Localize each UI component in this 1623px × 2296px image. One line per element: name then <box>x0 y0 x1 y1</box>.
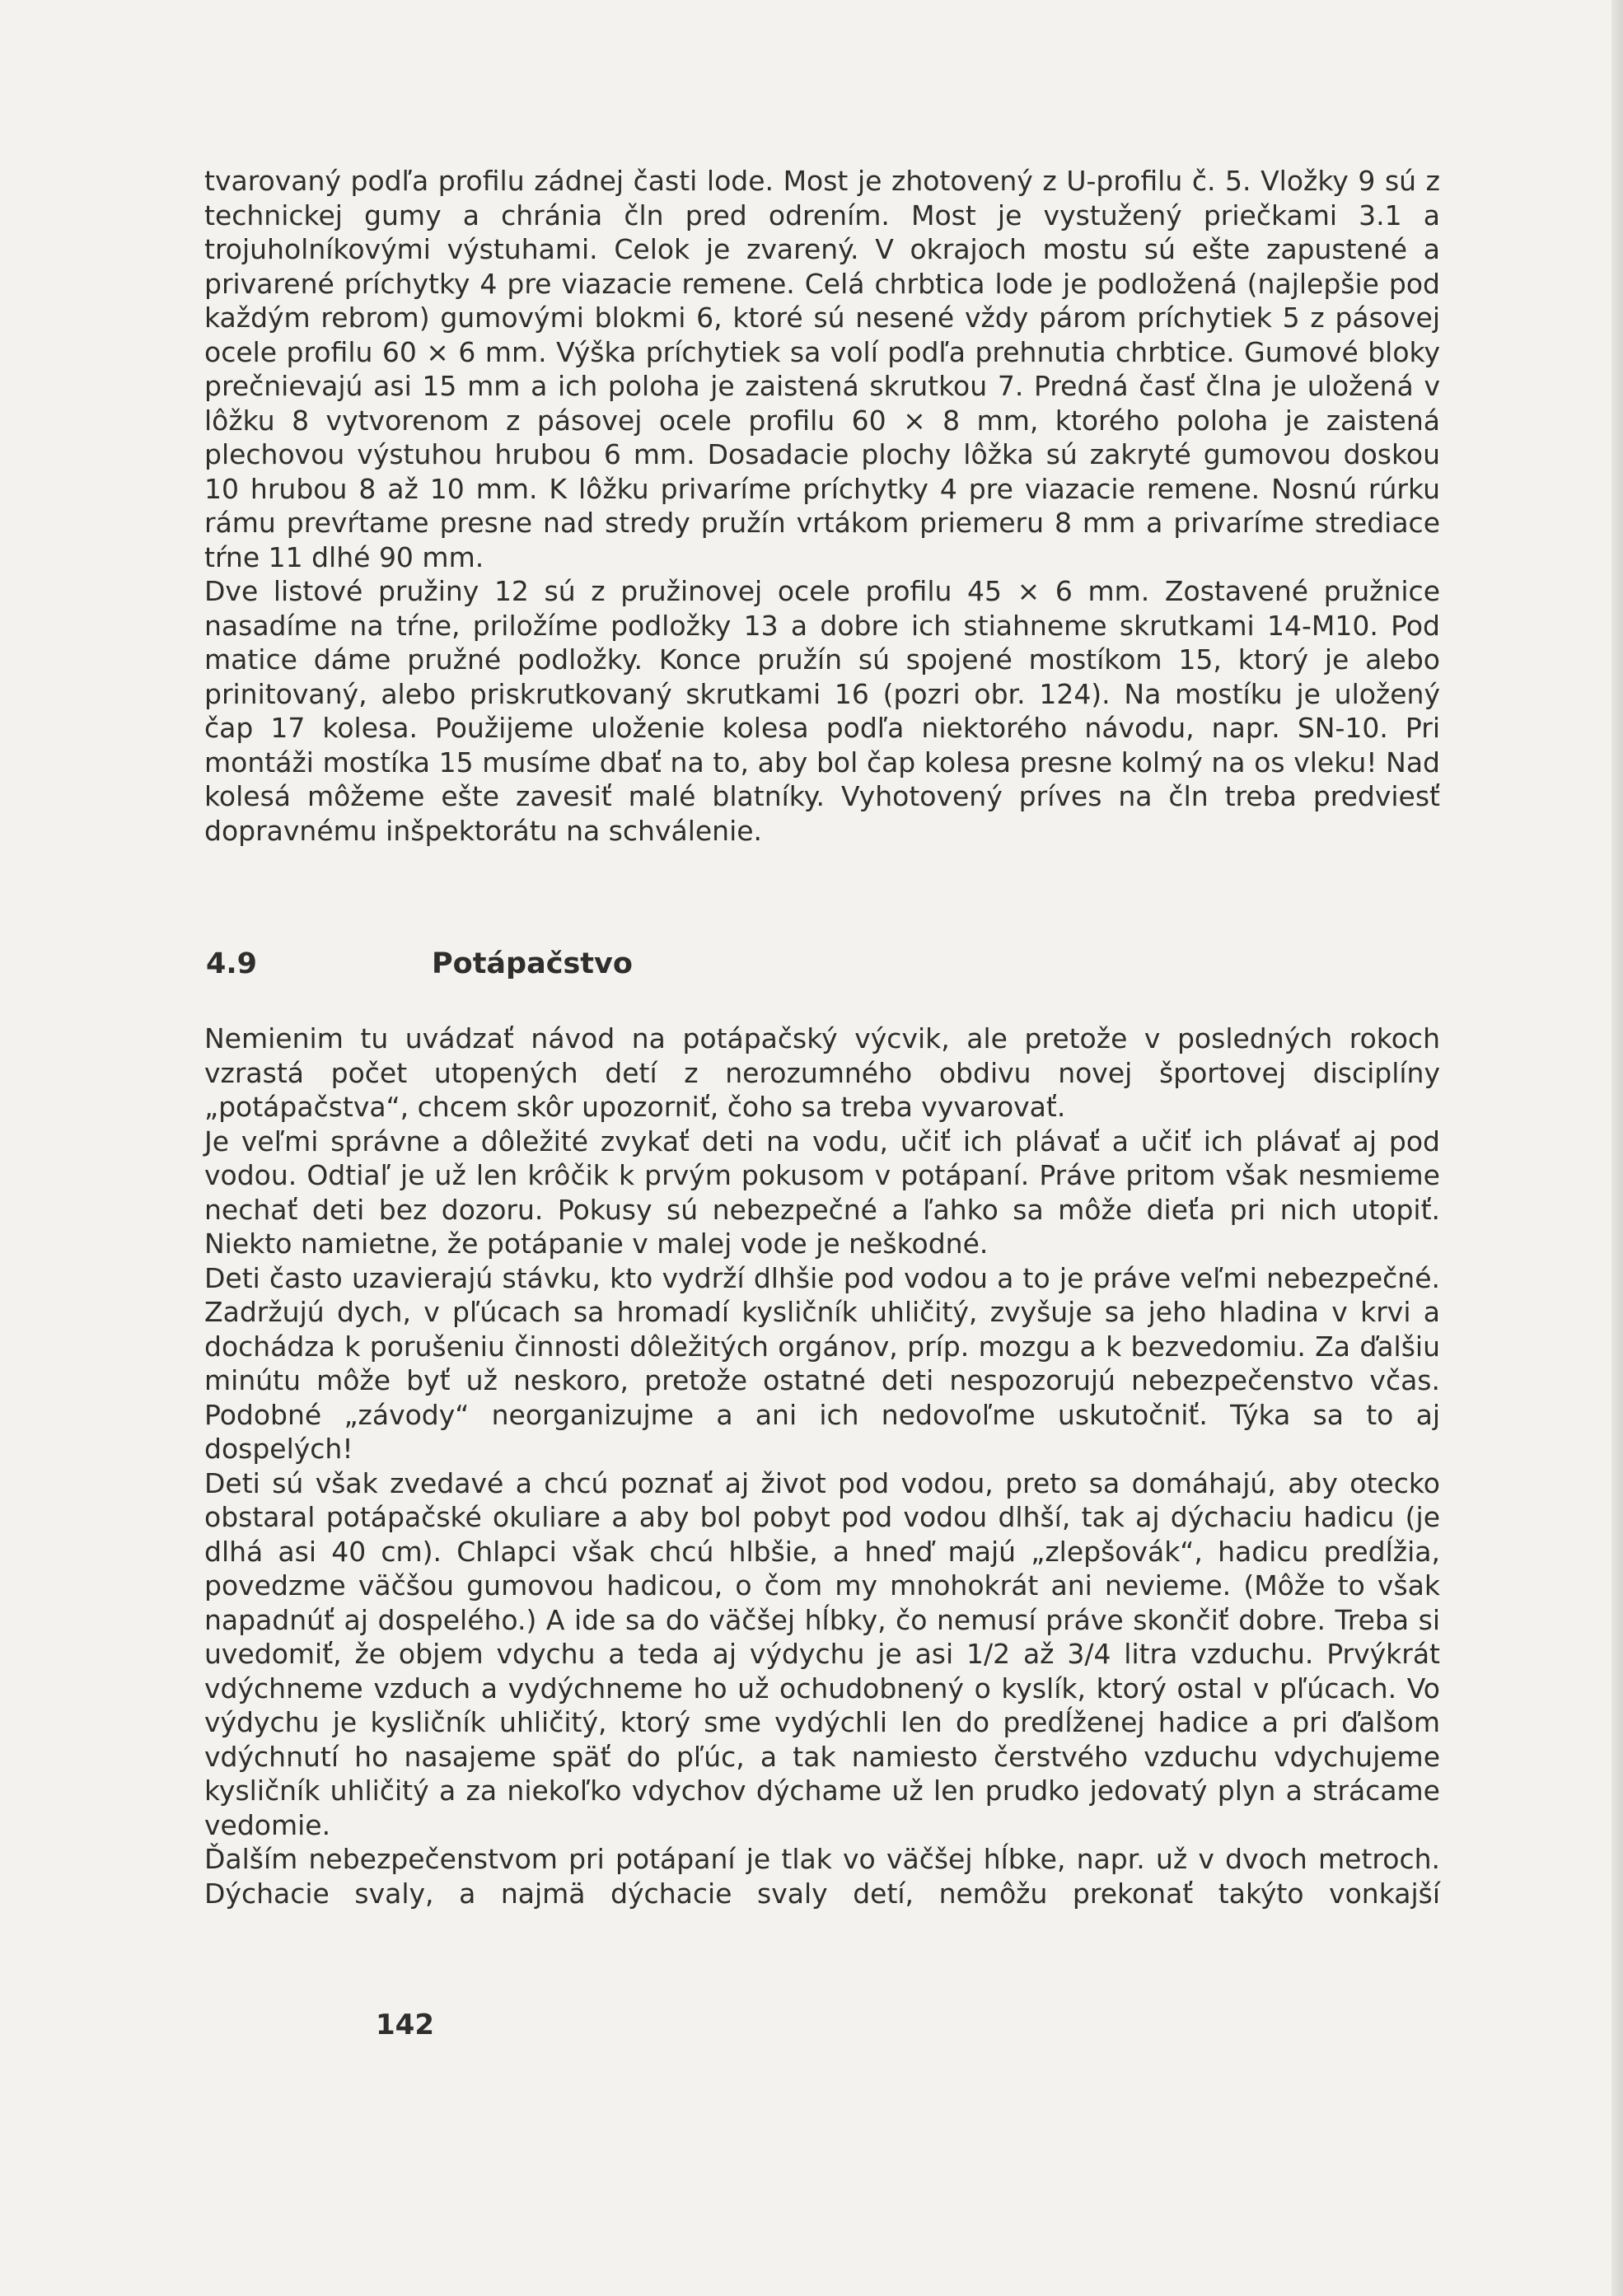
paragraph: Deti sú však zvedavé a chcú poznať aj život pod vodou, preto sa domáhajú, aby otecko obstaral potápačské okuliare a aby bol pobyt pod vodou dlhší, tak aj dýchaciu hadicu (je dlhá asi 40 cm). Chlapci však chcú hlbšie, a hneď majú „zlepšovák“, hadicu predĺžia, povedzme väčšou gumovou hadicou, o čom my mnohokrát ani nevieme. (Môže to však napadnúť aj dospelého.) A ide sa do väčšej hĺbky, čo nemusí práve skončiť dobre. Treba si uvedomiť, že objem vdychu a teda aj výdychu je asi 1/2 až 3/4 litra vzduchu. Prvýkrát vdýchneme vzduch a vydýchneme ho už ochudobnený o kyslík, ktorý ostal v pľúcach. Vo výdychu je kysličník uhličitý, ktorý sme vydýchli len do predĺženej hadice a pri ďalšom vdýchnutí ho nasajeme späť do pľúc, a tak namiesto čerstvého vzduchu vdychujeme kysličník uhličitý a za niekoľko vdychov dýchame už len prudko jedovatý plyn a strácame vedomie. <box>204 1466 1440 1841</box>
top-text-block <box>204 164 1440 848</box>
page-edge <box>1611 0 1623 2296</box>
paragraph: tvarovaný podľa profilu zádnej časti lode. Most je zhotovený z U-profilu č. 5. Vložky 9 sú z technickej gumy a chránia čln pred odrením. Most je vystužený priečkami 3.1 a trojuholníkovými výstuhami. Celok je zvarený. V okrajoch mostu sú ešte zapustené a privarené príchytky 4 pre viazacie remene. Celá chrbtica lode je podložená (najlepšie pod každým rebrom) gumovými blokmi 6, ktoré sú nesené vždy párom príchytiek 5 z pásovej ocele profilu 60 × 6 mm. Výška príchytiek sa volí podľa prehnutia chrbtice. Gumové bloky prečnievajú asi 15 mm a ich poloha je zaistená skrutkou 7. Predná časť člna je uložená v lôžku 8 vytvorenom z pásovej ocele profilu 60 × 8 mm, ktorého poloha je zaistená plechovou výstuhou hrubou 6 mm. Dosadacie plochy lôžka sú zakryté gumovou doskou 10 hrubou 8 až 10 mm. K lôžku privaríme príchytky 4 pre viazacie remene. Nosnú rúrku rámu prevŕtame presne nad stredy pružín vrtákom priemeru 8 mm a privaríme strediace tŕne 11 dlhé 90 mm. <box>204 165 1440 573</box>
paragraph: Deti často uzavierajú stávku, kto vydrží dlhšie pod vodou a to je práve veľmi nebezpečné. Zadržujú dych, v pľúcach sa hromadí kysličník uhličitý, zvyšuje sa jeho hladina v krvi a dochádza k porušeniu činnosti dôležitých orgánov, príp. mozgu a k bezvedomiu. Za ďalšiu minútu môže byť už neskoro, pretože ostatné deti nespozorujú nebezpečenstvo včas. Podobné „závody“ neorganizujme a ani ich nedovoľme uskutočniť. Týka sa to aj dospelých! <box>204 1261 1440 1465</box>
page-number: 142 <box>376 2008 434 2041</box>
section-heading <box>206 947 633 980</box>
section-number: 4.9 <box>206 947 258 980</box>
body-text-block <box>204 1022 1440 1910</box>
paragraph: Ďalším nebezpečenstvom pri potápaní je tlak vo väčšej hĺbke, napr. už v dvoch metroch. Dýchacie svaly, a najmä dýchacie svaly detí, nemôžu prekonať takýto vonkajší <box>204 1843 1440 1910</box>
paragraph: Dve listové pružiny 12 sú z pružinovej ocele profilu 45 × 6 mm. Zostavené pružnice nasadíme na tŕne, priložíme podložky 13 a dobre ich stiahneme skrutkami 14-M10. Pod matice dáme pružné podložky. Konce pružín sú spojené mostíkom 15, ktorý je alebo prinitovaný, alebo priskrutkovaný skrutkami 16 (pozri obr. 124). Na mostíku je uložený čap 17 kolesa. Použijeme uloženie kolesa podľa niektorého návodu, napr. SN-10. Pri montáži mostíka 15 musíme dbať na to, aby bol čap kolesa presne kolmý na os vleku! Nad kolesá môžeme ešte zavesiť malé blatníky. Vyhotovený príves na čln treba predviesť dopravnému inšpektorátu na schválenie. <box>204 575 1440 847</box>
paragraph: Je veľmi správne a dôležité zvykať deti na vodu, učiť ich plávať a učiť ich plávať aj pod vodou. Odtiaľ je už len krôčik k prvým pokusom v potápaní. Práve pritom však nesmieme nechať deti bez dozoru. Pokusy sú nebezpečné a ľahko sa môže dieťa pri nich utopiť. Niekto namietne, že potápanie v malej vode je neškodné. <box>204 1125 1440 1260</box>
section-title: Potápačstvo <box>432 947 633 980</box>
paragraph: Nemienim tu uvádzať návod na potápačský výcvik, ale pretože v posledných rokoch vzrastá počet utopených detí z nerozumného obdivu novej športovej disciplíny „potápačstva“, chcem skôr upozorniť, čoho sa treba vyvarovať. <box>204 1022 1440 1123</box>
